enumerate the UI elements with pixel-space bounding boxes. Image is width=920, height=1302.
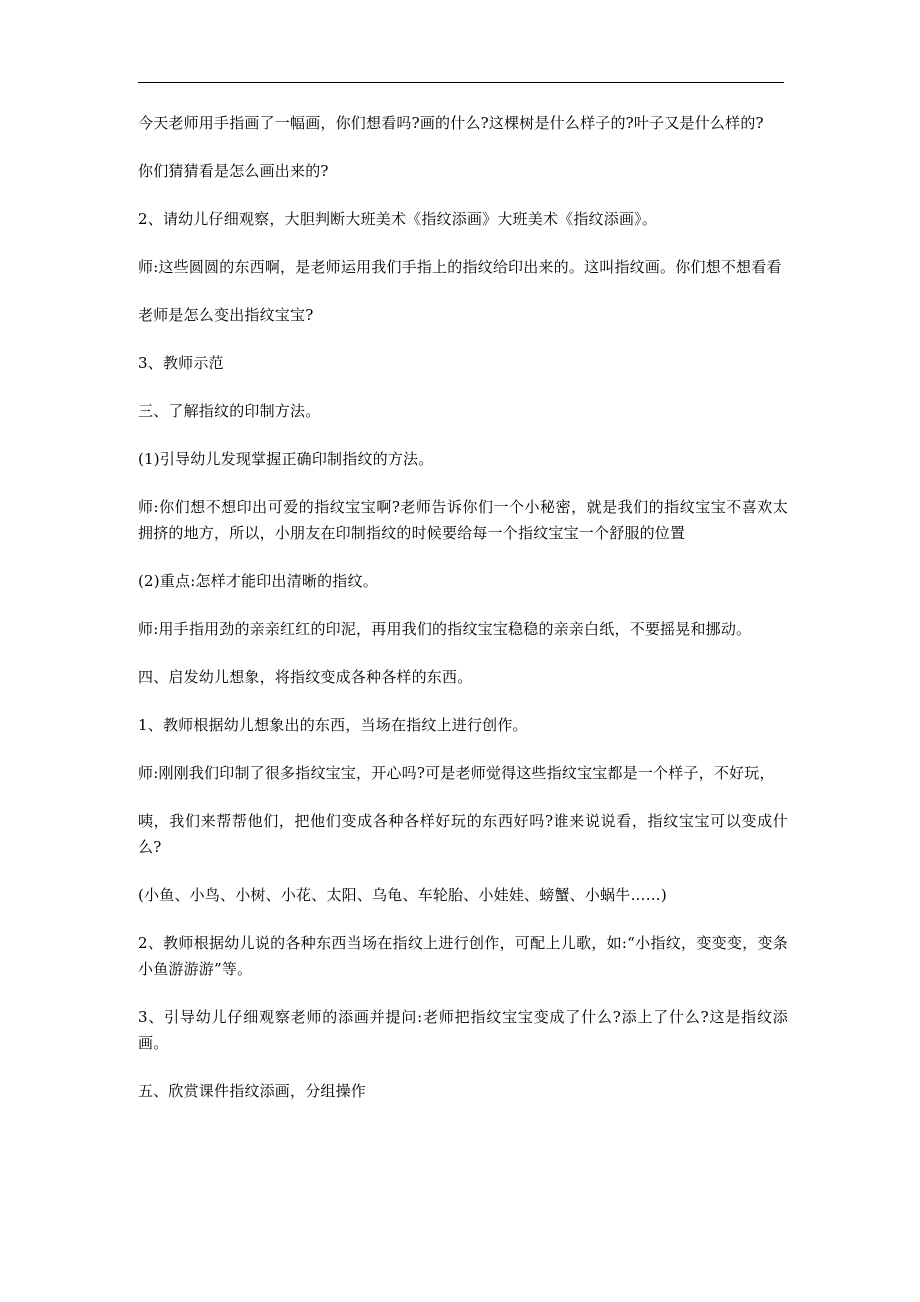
paragraph-help-them: 咦，我们来帮帮他们，把他们变成各种各样好玩的东西好吗?谁来说说看，指纹宝宝可以变成什么? (138, 812, 788, 856)
section-heading-3: 三、了解指纹的印制方法。 (138, 402, 321, 420)
paragraph-item-2: (2)重点:怎样才能印出清晰的指纹。 (138, 572, 378, 590)
paragraph-item-1: (1)引导幼儿发现掌握正确印制指纹的方法。 (138, 450, 434, 468)
header-rule (138, 82, 784, 83)
paragraph-teacher-fingerprint: 师:这些圆圆的东西啊，是老师运用我们手指上的指纹给印出来的。这叫指纹画。你们想不想看看 (138, 258, 782, 276)
paragraph-intro-question: 今天老师用手指画了一幅画，你们想看吗?画的什么?这棵树是什么样子的?叶子又是什么样的? (138, 114, 764, 132)
paragraph-teacher-inkpad: 师:用手指用劲的亲亲红红的印泥，再用我们的指纹宝宝稳稳的亲亲白纸，不要摇晃和挪动。 (138, 620, 752, 638)
paragraph-step-3-observe-ask: 3、引导幼儿仔细观察老师的添画并提问:老师把指纹宝宝变成了什么?添上了什么?这是指纹添画。 (138, 1008, 788, 1052)
section-heading-5: 五、欣赏课件指纹添画，分组操作 (138, 1082, 367, 1100)
paragraph-step-1-create: 1、教师根据幼儿想象出的东西，当场在指纹上进行创作。 (138, 716, 528, 734)
document-body (138, 110, 788, 1126)
paragraph-teacher-printed: 师:刚刚我们印制了很多指纹宝宝，开心吗?可是老师觉得这些指纹宝宝都是一个样子，不好玩， (138, 764, 775, 782)
paragraph-examples-list: (小鱼、小鸟、小树、小花、太阳、乌龟、车轮胎、小娃娃、螃蟹、小蜗牛……) (138, 886, 667, 904)
paragraph-teacher-secret: 师:你们想不想印出可爱的指纹宝宝啊?老师告诉你们一个小秘密，就是我们的指纹宝宝不喜欢太拥挤的地方，所以，小朋友在印制指纹的时候要给每一个指纹宝宝一个舒服的位置 (138, 498, 788, 542)
paragraph-step-3-demo: 3、教师示范 (138, 354, 224, 372)
paragraph-how-made: 老师是怎么变出指纹宝宝? (138, 306, 314, 324)
paragraph-guess: 你们猜猜看是怎么画出来的? (138, 162, 329, 180)
section-heading-4: 四、启发幼儿想象，将指纹变成各种各样的东西。 (138, 668, 473, 686)
paragraph-step-2-observe: 2、请幼儿仔细观察，大胆判断大班美术《指纹添画》大班美术《指纹添画》。 (138, 210, 658, 228)
paragraph-step-2-create-song: 2、教师根据幼儿说的各种东西当场在指纹上进行创作，可配上儿歌，如:“小指纹，变变变，变条小鱼游游游”等。 (138, 934, 788, 978)
